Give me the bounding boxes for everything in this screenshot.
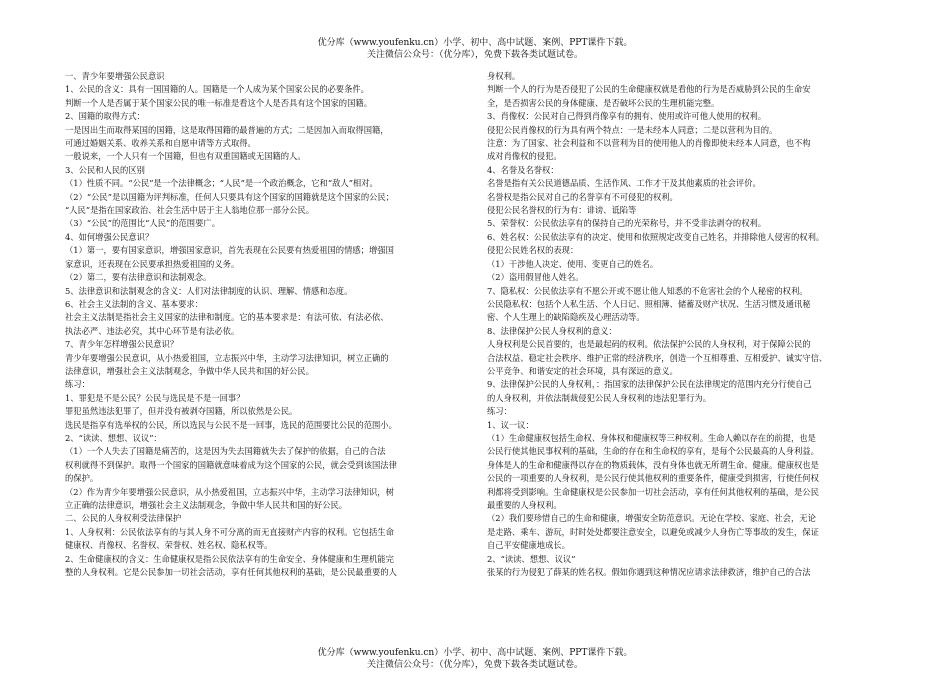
text-line: 成对肖像权的侵犯。 [487, 151, 562, 162]
text-line: 5、荣誉权：公民依法享有的保持自己的光荣称号，并不受非法剥夺的权利。 [487, 218, 767, 229]
text-line: （1）干涉他人决定、使用、变更自己的姓名。 [487, 258, 659, 269]
footer-line-1: 优分库（www.youfenku.cn）小学、初中、高中试题、案例、PPT课件下载。 [317, 648, 633, 658]
text-line: 6、社会主义法制的含义、基本要求： [65, 298, 204, 309]
text-line: 人身权利是公民首要的，也是最起码的权利。依法保护公民的人身权利，对于保障公民的 [487, 339, 811, 350]
text-line: 身体是人的生命和健康得以存在的物质载体，没有身体也就无所谓生命、健康。健康权也是 [487, 459, 819, 470]
page-header [0, 37, 950, 61]
text-line: 利都将受到影响。生命健康权是公民参加一切社会活动，享有任何其他权利的基础，是公民 [487, 486, 819, 497]
text-line: 健康权、肖像权、名誉权、荣誉权、姓名权、隐私权等。 [65, 540, 273, 551]
text-line: 是走路、乘车、游玩，时时处处都要注意安全，以避免或减少人身伤亡等事故的发生，保证 [487, 526, 819, 537]
text-line: 自己平安健康地成长。 [487, 540, 570, 551]
text-line: 4、如何增强公民意识？ [65, 231, 154, 242]
text-line: 权利就得不到保护。取得一个国家的国籍就意味着成为这个国家的公民，就会受到该国法律 [65, 459, 397, 470]
text-line: 练习： [65, 379, 90, 390]
text-line: 8、法律保护公民人身权利的意义： [487, 325, 617, 336]
text-line: 侵犯公民名誉权的行为有：诽谤、诋陷等 [487, 205, 637, 216]
text-line: 公民的一项重要的人身权利，是公民行使其他权利的重要条件，健康受到损害，行使任何权 [487, 473, 819, 484]
text-line: （1）生命健康权包括生命权、身体权和健康权等三种权利。生命人赖以存在的前提，也是 [487, 432, 816, 443]
text-line: （1）性质不同。“公民”是一个法律概念；“人民”是一个政治概念，它和“敌人”相对。 [65, 178, 378, 189]
footer-line-2: 关注微信公众号：（优分库），免费下载各类试题试卷。 [366, 660, 583, 670]
text-line: 一是因出生而取得某国的国籍，这是取得国籍的最普遍的方式；二是因加入而取得国籍， [65, 124, 389, 135]
text-line: 9、法律保护公民的人身权利，：指国家的法律保护公民在法律规定的范围内充分行使自己 [487, 379, 812, 390]
text-line: （2）“公民”是以国籍为评判标准，任何人只要具有这个国家的国籍就是这个国家的公民； [65, 191, 395, 202]
text-line: 整的人身权利。它是公民参加一切社会活动，享有任何其他权利的基础，是公民最重要的人 [65, 567, 397, 578]
text-line: （2）盗用假冒他人姓名。 [487, 272, 584, 283]
text-line: 一、青少年要增强公民意识 [65, 71, 165, 81]
text-line: 的人身权利，并依法制裁侵犯公民人身权利的违法犯罪行为。 [487, 392, 712, 403]
text-line: 二、公民的人身权利受法律保护 [65, 513, 182, 524]
text-line: 2、“读读、想想、议议” [487, 553, 576, 564]
header-line-1: 优分库（www.youfenku.cn）小学、初中、高中试题、案例、PPT课件下载。 [317, 38, 633, 48]
text-line: 最重要的人身权利。 [487, 500, 562, 510]
text-line: （2）第二，要有法律意识和法制观念。 [65, 272, 212, 283]
text-line: 2、“读读、想想、议议”： [65, 432, 162, 443]
left-column [65, 70, 470, 579]
text-line: 练习： [487, 406, 512, 417]
text-line: 执法必严、违法必究，其中心环节是有法必依。 [65, 325, 240, 336]
text-line: 判断一个人的行为是否侵犯了公民的生命健康权就是看他的行为是否威胁到公民的生命安 [487, 84, 811, 95]
text-line: （1）第一，要有国家意识，增强国家意识，首先表现在公民要有热爱祖国的情感；增强国 [65, 245, 394, 256]
text-line: 4、名誉及名誉权： [487, 164, 559, 175]
text-line: 1、议一议： [487, 419, 534, 430]
text-line: 注意：为了国家、社会利益和不以营利为目的使用他人的肖像即使未经本人同意，也不构 [487, 138, 811, 149]
header-line-2: 关注微信公众号：（优分库），免费下载各类试题试卷。 [366, 50, 583, 60]
text-line: 侵犯公民肖像权的行为具有两个特点：一是未经本人同意；二是以营利为目的。 [487, 124, 778, 135]
text-line: 社会主义法制是指社会主义国家的法律和制度。它的基本要求是：有法可依、有法必依、 [65, 312, 389, 323]
text-line: 6、姓名权：公民依法享有的决定、使用和依照规定改变自己姓名，并排除他人侵害的权利。 [487, 231, 825, 242]
text-line: 2、国籍的取得方式： [65, 111, 145, 122]
text-line: （1）一个人失去了国籍是痛苦的，这是因为失去国籍就失去了保护的依据，自己的合法 [65, 446, 386, 457]
text-line: 2、生命健康权的含义：生命健康权是指公民依法享有的生命安全、身体健康和生理机能完 [65, 553, 394, 564]
text-line: 7、隐私权：公民依法享有不愿公开或不愿让他人知悉的不危害社会的个人秘密的权利。 [487, 285, 808, 296]
text-line: 名誉权是指公民对自己的名誉享有不可侵犯的权利。 [487, 191, 678, 202]
page-footer [0, 647, 950, 671]
text-line: 公民行使其他民事权利的基础，生命的存在和生命权的享有，是每个公民最高的人身利益。 [487, 446, 819, 457]
text-line: 公平竞争、和谐安定的社会环境，具有深远的意义。 [487, 365, 678, 376]
text-line: 3、公民和人民的区别 [65, 164, 145, 175]
text-line: 5、法律意识和法制观念的含义：人们对法律制度的认识、理解、情感和态度。 [65, 285, 353, 296]
right-column [487, 70, 899, 579]
text-line: 7、青少年怎样增强公民意识？ [65, 339, 179, 350]
text-line: 立正确的法律意识，增强社会主义法制观念，争做中华人民共和国的好公民。 [65, 500, 348, 510]
text-line: 密、个人生理上的缺陷隐疾及心理活动等。 [487, 312, 645, 323]
text-line: 罪犯虽然违法犯罪了，但并没有被剥夺国籍，所以依然是公民。 [65, 406, 298, 417]
text-line: 合法权益、稳定社会秩序、维护正常的经济秩序，创造一个互相尊重、互相爱护、诚实守信、 [487, 352, 828, 363]
text-line: 家意识，还表现在公民要承担热爱祖国的义务。 [65, 258, 240, 269]
text-line: 张某的行为侵犯了薛某的姓名权。假如你遇到这种情况应请求法律救济，维护自己的合法 [487, 567, 811, 578]
text-line: 公民隐私权：包括个人私生活、个人日记、照相簿、储蓄及财产状况、生活习惯及通讯秘 [487, 298, 811, 309]
text-line: （3）“公民”的范围比“人民”的范围要广。 [65, 218, 220, 229]
text-line: 法律意识，增强社会主义法制观念，争做中华人民共和国的好公民。 [65, 365, 314, 376]
text-line: （2）作为青少年要增强公民意识，从小热爱祖国，立志振兴中华，主动学习法律知识，树 [65, 486, 394, 497]
text-line: 的保护。 [65, 473, 99, 484]
text-line: 1、罪犯是不是公民？公民与选民是不是一回事？ [65, 392, 245, 403]
text-line: 身权利。 [487, 71, 521, 81]
text-line: 青少年要增强公民意识，从小热爱祖国，立志振兴中华，主动学习法律知识，树立正确的 [65, 352, 389, 363]
text-line: 全，是否损害公民的身体健康、是否破坏公民的生理机能完整。 [487, 97, 720, 108]
text-line: 侵犯公民姓名权的表现： [487, 245, 579, 256]
text-line: 名誉是指有关公民道德品质、生活作风、工作才干及其他素质的社会评价。 [487, 178, 761, 189]
text-line: 1、人身权利：公民依法享有的与其人身不可分离的而无直接财产内容的权利。它包括生命 [65, 526, 394, 537]
text-line: 选民是指享有选举权的公民，所以选民与公民不是一回事，选民的范围要比公民的范围小。 [65, 419, 397, 430]
text-line: 1、公民的含义：具有一国国籍的人。国籍是一个人成为某个国家公民的必要条件。 [65, 84, 369, 95]
text-line: 可通过婚姻关系、收养关系和自愿申请等方式取得。 [65, 138, 256, 149]
text-line: 3、肖像权：公民对自己得到肖像享有的拥有、使用或许可他人使用的权利。 [487, 111, 767, 122]
text-line: 一般说来，一个人只有一个国籍，但也有双重国籍或无国籍的人。 [65, 151, 306, 162]
text-line: （2）我们要珍惜自己的生命和健康，增强安全防范意识。无论在学校、家庭、社会，无论 [487, 513, 816, 524]
text-line: “人民”是指在国家政治、社会生活中居于主人翁地位那一部分公民。 [65, 205, 315, 216]
text-line: 判断一个人是否属于某个国家公民的唯一标准是看这个人是否具有这个国家的国籍。 [65, 97, 372, 108]
